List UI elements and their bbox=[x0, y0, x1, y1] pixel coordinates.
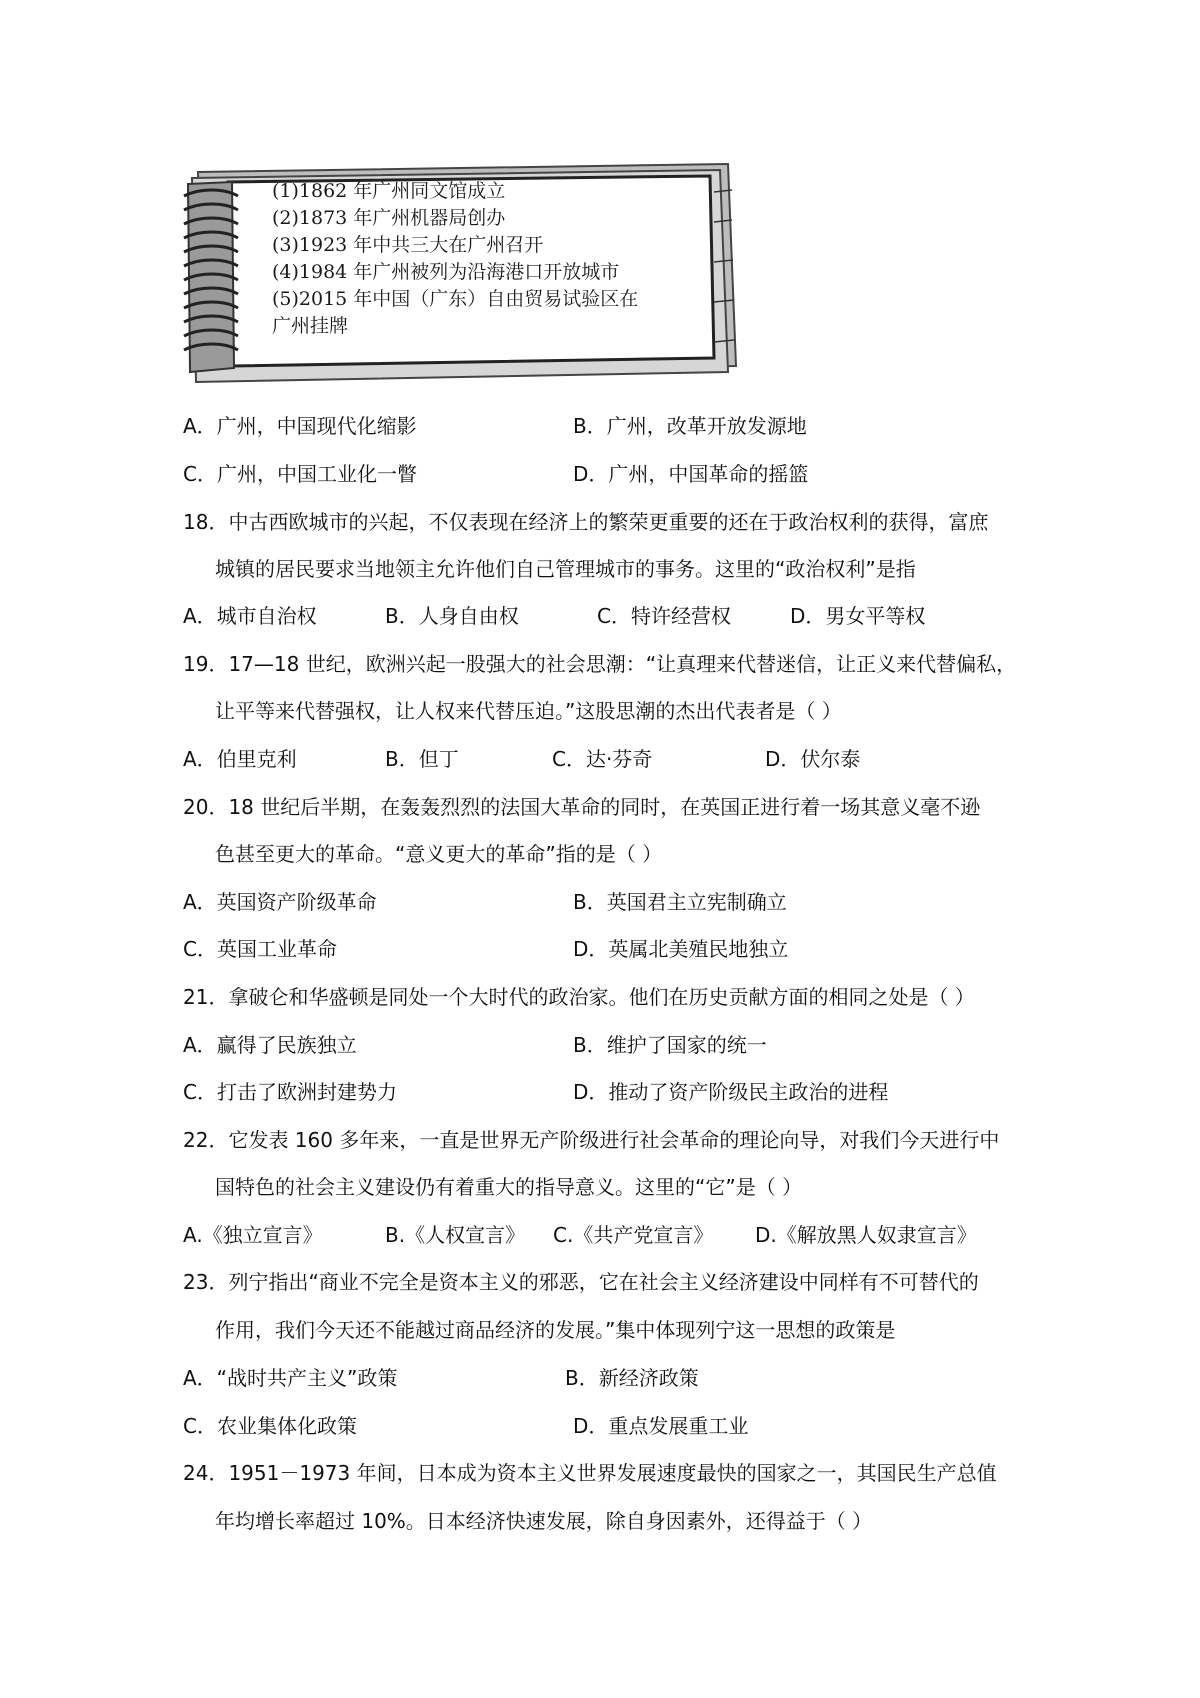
q19-stem-line2: 让平等来代替强权，让人权来代替压迫。”这股思潮的杰出代表者是（ ） bbox=[215, 699, 842, 723]
q20-stem-line1: 20．18 世纪后半期，在轰轰烈烈的法国大革命的同时，在英国正进行着一场其意义毫不逊 bbox=[183, 795, 981, 819]
q18-option-b: B．人身自由权 bbox=[385, 604, 519, 628]
q23-stem-line2: 作用，我们今天还不能越过商品经济的发展。”集中体现列宁这一思想的政策是 bbox=[215, 1318, 896, 1342]
q23-option-d: D．重点发展重工业 bbox=[573, 1414, 749, 1438]
q20-option-b: B．英国君主立宪制确立 bbox=[573, 890, 787, 914]
q20-stem-line2: 色甚至更大的革命。“意义更大的革命”指的是（ ） bbox=[215, 842, 663, 866]
q23-option-b: B．新经济政策 bbox=[565, 1366, 699, 1390]
q19-option-c: C．达·芬奇 bbox=[552, 747, 653, 771]
q17-option-a: A．广州，中国现代化缩影 bbox=[183, 414, 417, 438]
q23-option-c: C．农业集体化政策 bbox=[183, 1414, 357, 1438]
q18-stem-line2: 城镇的居民要求当地领主允许他们自己管理城市的事务。这里的“政治权利”是指 bbox=[215, 557, 916, 581]
q24-stem-line2: 年均增长率超过 10%。日本经济快速发展，除自身因素外，还得益于（ ） bbox=[215, 1509, 873, 1533]
q22-option-b: B.《人权宣言》 bbox=[385, 1223, 526, 1247]
note-line-2: (2)1873 年广州机器局创办 bbox=[272, 207, 506, 229]
q18-option-a: A．城市自治权 bbox=[183, 604, 317, 628]
note-line-1: (1)1862 年广州同文馆成立 bbox=[272, 180, 506, 202]
q22-stem-line2: 国特色的社会主义建设仍有着重大的指导意义。这里的“它”是（ ） bbox=[215, 1175, 803, 1199]
q24-stem-line1: 24．1951－1973 年间，日本成为资本主义世界发展速度最快的国家之一，其国民生产总值 bbox=[183, 1461, 997, 1485]
q21-option-c: C．打击了欧洲封建势力 bbox=[183, 1080, 397, 1104]
q23-stem-line1: 23．列宁指出“商业不完全是资本主义的邪恶，它在社会主义经济建设中同样有不可替代的 bbox=[183, 1270, 979, 1294]
q22-option-d: D.《解放黑人奴隶宣言》 bbox=[755, 1223, 977, 1247]
q19-stem-line1: 19．17—18 世纪，欧洲兴起一股强大的社会思潮：“让真理来代替迷信，让正义来代替偏私， bbox=[183, 652, 1017, 676]
q21-option-a: A．赢得了民族独立 bbox=[183, 1033, 357, 1057]
q20-option-a: A．英国资产阶级革命 bbox=[183, 890, 377, 914]
q19-option-a: A．伯里克利 bbox=[183, 747, 297, 771]
q23-option-a: A．“战时共产主义”政策 bbox=[183, 1366, 398, 1390]
note-line-5: (5)2015 年中国（广东）自由贸易试验区在 bbox=[272, 288, 639, 310]
q22-option-a: A.《独立宣言》 bbox=[183, 1223, 323, 1247]
q19-option-b: B．但丁 bbox=[385, 747, 459, 771]
q22-option-c: C.《共产党宣言》 bbox=[553, 1223, 714, 1247]
q18-option-d: D．男女平等权 bbox=[790, 604, 926, 628]
q18-stem-line1: 18．中古西欧城市的兴起，不仅表现在经济上的繁荣更重要的还在于政治权利的获得，富庶 bbox=[183, 510, 989, 534]
q18-option-c: C．特许经营权 bbox=[597, 604, 731, 628]
note-line-4: (4)1984 年广州被列为沿海港口开放城市 bbox=[272, 261, 620, 283]
q17-option-d: D．广州，中国革命的摇篮 bbox=[573, 462, 809, 486]
q17-option-c: C．广州，中国工业化一瞥 bbox=[183, 462, 417, 486]
note-line-3: (3)1923 年中共三大在广州召开 bbox=[272, 234, 544, 256]
notepad-illustration bbox=[180, 162, 740, 390]
q17-option-b: B．广州，改革开放发源地 bbox=[573, 414, 807, 438]
q22-stem-line1: 22．它发表 160 多年来，一直是世界无产阶级进行社会革命的理论向导，对我们今天进行中 bbox=[183, 1128, 1000, 1152]
q21-option-d: D．推动了资产阶级民主政治的进程 bbox=[573, 1080, 889, 1104]
q21-option-b: B．维护了国家的统一 bbox=[573, 1033, 767, 1057]
note-line-6: 广州挂牌 bbox=[272, 315, 349, 337]
q21-stem-line1: 21．拿破仑和华盛顿是同处一个大时代的政治家。他们在历史贡献方面的相同之处是（ ） bbox=[183, 985, 975, 1009]
q20-option-d: D．英属北美殖民地独立 bbox=[573, 937, 789, 961]
q20-option-c: C．英国工业革命 bbox=[183, 937, 337, 961]
notepad-text bbox=[272, 178, 638, 340]
q19-option-d: D．伏尔泰 bbox=[765, 747, 861, 771]
